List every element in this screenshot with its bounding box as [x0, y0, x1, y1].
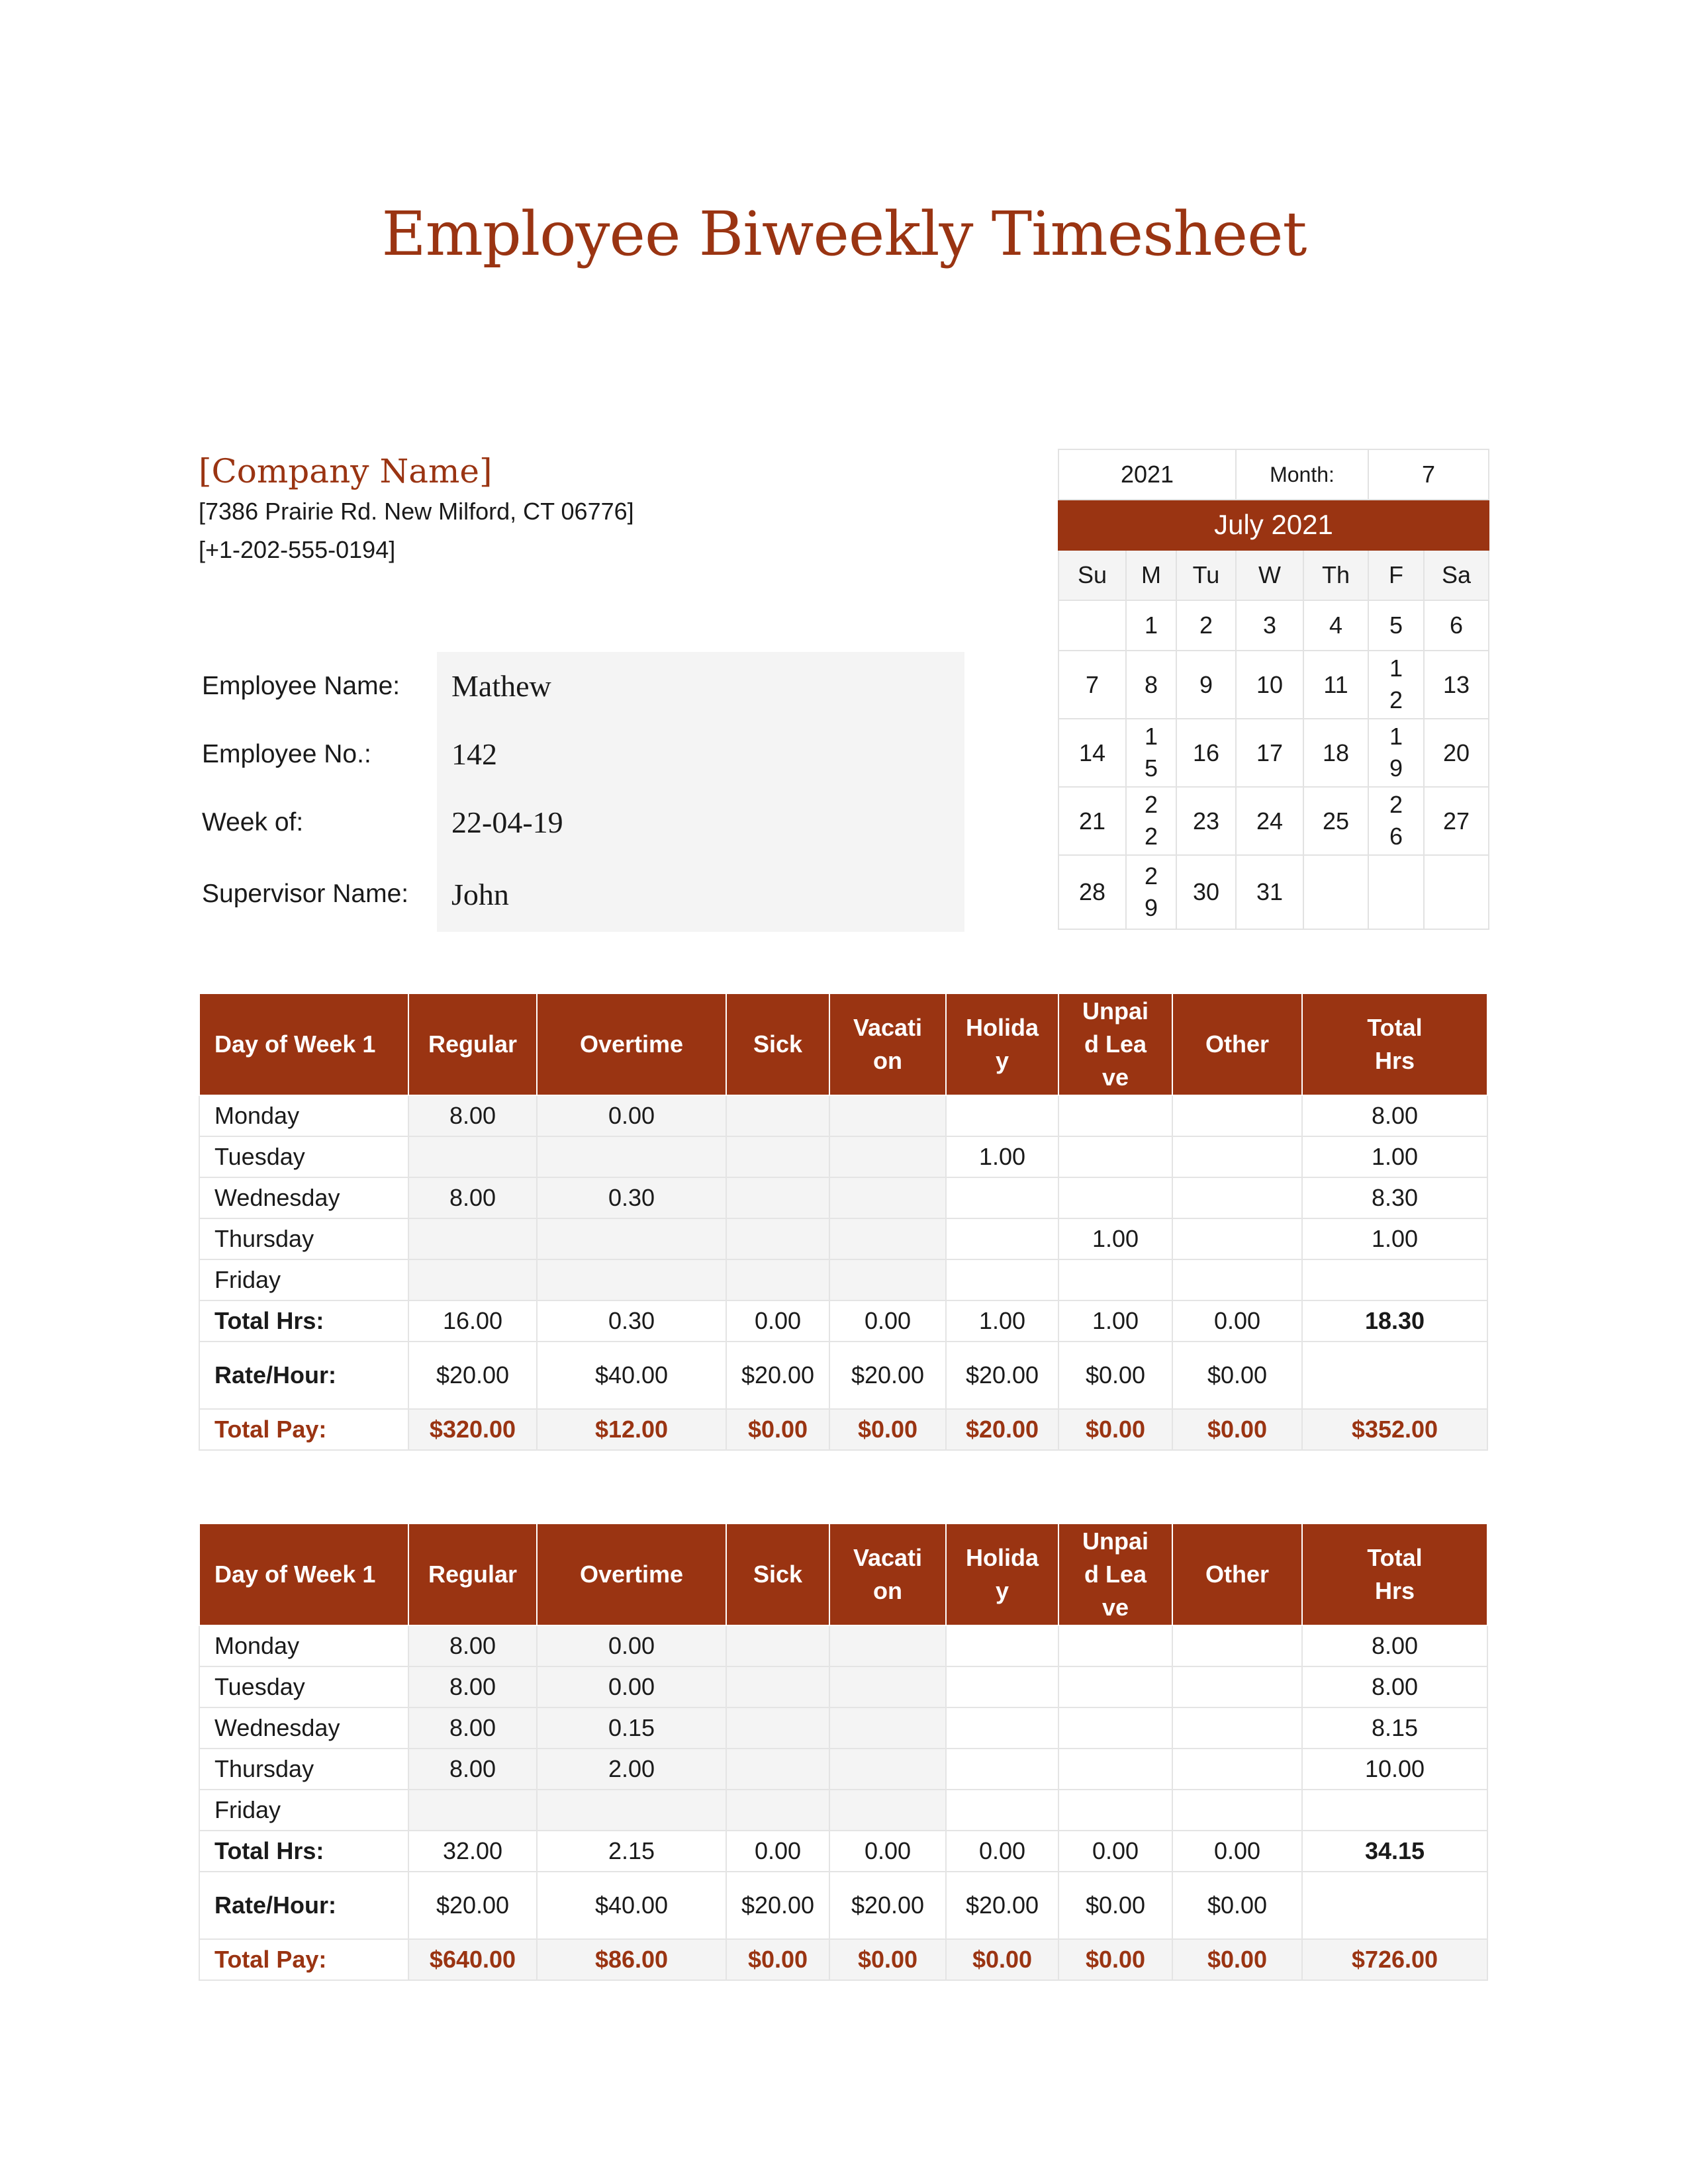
unpaid-leave-cell[interactable] [1058, 1790, 1172, 1831]
regular-cell[interactable]: 8.00 [408, 1707, 537, 1749]
week-of-field[interactable]: 22-04-19 [437, 788, 964, 856]
table-row [199, 1790, 1487, 1831]
sick-cell[interactable] [726, 1707, 829, 1749]
total-unpaid-leave: 1.00 [1058, 1300, 1172, 1342]
rate-overtime[interactable]: $40.00 [537, 1872, 726, 1939]
table-row [199, 1666, 1487, 1707]
calendar-day: 1 [1126, 600, 1176, 651]
calendar-day [1303, 855, 1368, 929]
calendar-day: 15 [1126, 719, 1176, 787]
unpaid-leave-cell[interactable] [1058, 1177, 1172, 1218]
other-cell[interactable] [1172, 1136, 1302, 1177]
regular-cell[interactable] [408, 1259, 537, 1300]
regular-cell[interactable]: 8.00 [408, 1177, 537, 1218]
other-cell[interactable] [1172, 1095, 1302, 1136]
vacation-cell[interactable] [829, 1177, 946, 1218]
total-regular: 16.00 [408, 1300, 537, 1342]
rate-row [199, 1342, 1487, 1409]
total-holiday: 1.00 [946, 1300, 1058, 1342]
calendar-day: 14 [1058, 719, 1126, 787]
total-overtime: 2.15 [537, 1831, 726, 1872]
column-header: Regular [408, 1524, 537, 1625]
sick-cell[interactable] [726, 1790, 829, 1831]
column-header: Sick [726, 1524, 829, 1625]
column-header: Vacation [829, 993, 946, 1095]
day-cell: Monday [199, 1095, 408, 1136]
sick-cell[interactable] [726, 1136, 829, 1177]
rate-vacation[interactable]: $20.00 [829, 1872, 946, 1939]
total-hrs-grand: 34.15 [1302, 1831, 1487, 1872]
calendar-day [1368, 855, 1424, 929]
total-pay-label: Total Pay: [199, 1409, 408, 1450]
holiday-cell[interactable] [946, 1259, 1058, 1300]
holiday-cell[interactable] [946, 1177, 1058, 1218]
total-other: 0.00 [1172, 1831, 1302, 1872]
overtime-cell[interactable] [537, 1218, 726, 1259]
regular-cell[interactable]: 8.00 [408, 1625, 537, 1666]
holiday-cell[interactable] [946, 1790, 1058, 1831]
column-header: Other [1172, 993, 1302, 1095]
regular-cell[interactable]: 8.00 [408, 1666, 537, 1707]
unpaid-leave-cell[interactable] [1058, 1259, 1172, 1300]
regular-cell[interactable] [408, 1218, 537, 1259]
calendar-day: 7 [1058, 651, 1126, 719]
calendar-day: 4 [1303, 600, 1368, 651]
calendar-day: 21 [1058, 787, 1126, 855]
rate-other[interactable]: $0.00 [1172, 1342, 1302, 1409]
total-overtime: 0.30 [537, 1300, 726, 1342]
column-header: Vacation [829, 1524, 946, 1625]
supervisor-name-field[interactable]: John [437, 856, 964, 932]
day-cell: Friday [199, 1790, 408, 1831]
calendar-day: 5 [1368, 600, 1424, 651]
total-pay-row [199, 1939, 1487, 1980]
vacation-cell[interactable] [829, 1259, 946, 1300]
total-pay-label: Total Pay: [199, 1939, 408, 1980]
column-header: Regular [408, 993, 537, 1095]
calendar-day: 23 [1176, 787, 1236, 855]
holiday-cell[interactable]: 1.00 [946, 1136, 1058, 1177]
rate-sick[interactable]: $20.00 [726, 1342, 829, 1409]
pay-overtime: $86.00 [537, 1939, 726, 1980]
total-hrs-row [199, 1831, 1487, 1872]
calendar-day: 12 [1368, 651, 1424, 719]
column-header: Holiday [946, 993, 1058, 1095]
rate-holiday[interactable]: $20.00 [946, 1872, 1058, 1939]
vacation-cell[interactable] [829, 1707, 946, 1749]
pay-unpaid-leave: $0.00 [1058, 1939, 1172, 1980]
pay-overtime: $12.00 [537, 1409, 726, 1450]
vacation-cell[interactable] [829, 1666, 946, 1707]
total-regular: 32.00 [408, 1831, 537, 1872]
rate-sick[interactable]: $20.00 [726, 1872, 829, 1939]
total-hrs-cell [1302, 1259, 1487, 1300]
calendar-day: 19 [1368, 719, 1424, 787]
day-cell: Wednesday [199, 1707, 408, 1749]
sick-cell[interactable] [726, 1749, 829, 1790]
vacation-cell[interactable] [829, 1218, 946, 1259]
total-hrs-cell [1302, 1790, 1487, 1831]
employee-number-label: Employee No.: [202, 739, 371, 768]
table-row [199, 1625, 1487, 1666]
employee-number-field[interactable]: 142 [437, 720, 964, 788]
total-sick: 0.00 [726, 1300, 829, 1342]
sick-cell[interactable] [726, 1095, 829, 1136]
total-hrs-row [199, 1300, 1487, 1342]
calendar-day: 13 [1424, 651, 1489, 719]
regular-cell[interactable] [408, 1790, 537, 1831]
column-header: Overtime [537, 1524, 726, 1625]
other-cell[interactable] [1172, 1625, 1302, 1666]
overtime-cell[interactable]: 2.00 [537, 1749, 726, 1790]
holiday-cell[interactable] [946, 1218, 1058, 1259]
pay-vacation: $0.00 [829, 1409, 946, 1450]
unpaid-leave-cell[interactable] [1058, 1749, 1172, 1790]
sick-cell[interactable] [726, 1218, 829, 1259]
total-holiday: 0.00 [946, 1831, 1058, 1872]
calendar-day: 25 [1303, 787, 1368, 855]
pay-holiday: $0.00 [946, 1939, 1058, 1980]
unpaid-leave-cell[interactable]: 1.00 [1058, 1218, 1172, 1259]
supervisor-name-label: Supervisor Name: [202, 880, 409, 908]
column-header: Total Hrs [1302, 1524, 1487, 1625]
day-cell: Tuesday [199, 1666, 408, 1707]
day-cell: Friday [199, 1259, 408, 1300]
vacation-cell[interactable] [829, 1749, 946, 1790]
unpaid-leave-cell[interactable] [1058, 1095, 1172, 1136]
total-hrs-cell: 10.00 [1302, 1749, 1487, 1790]
holiday-cell[interactable] [946, 1666, 1058, 1707]
pay-other: $0.00 [1172, 1939, 1302, 1980]
pay-holiday: $20.00 [946, 1409, 1058, 1450]
column-header: Sick [726, 993, 829, 1095]
calendar-day: 20 [1424, 719, 1489, 787]
calendar-year[interactable]: 2021 [1058, 449, 1236, 500]
calendar-month-label: Month: [1236, 449, 1368, 500]
overtime-cell[interactable]: 0.30 [537, 1177, 726, 1218]
pay-regular: $640.00 [408, 1939, 537, 1980]
calendar-day: 27 [1424, 787, 1489, 855]
calendar-day: 31 [1236, 855, 1303, 929]
calendar-day [1424, 855, 1489, 929]
calendar-day: 6 [1424, 600, 1489, 651]
column-header: Day of Week 1 [199, 1524, 408, 1625]
calendar-day: 18 [1303, 719, 1368, 787]
weekday-label: Th [1303, 550, 1368, 600]
column-header: Unpaid Leave [1058, 1524, 1172, 1625]
weekday-label: Tu [1176, 550, 1236, 600]
pay-unpaid-leave: $0.00 [1058, 1409, 1172, 1450]
other-cell[interactable] [1172, 1259, 1302, 1300]
total-hrs-cell: 8.30 [1302, 1177, 1487, 1218]
rate-unpaid-leave[interactable]: $0.00 [1058, 1342, 1172, 1409]
overtime-cell[interactable]: 0.00 [537, 1095, 726, 1136]
total-hrs-cell: 8.00 [1302, 1666, 1487, 1707]
calendar-day: 26 [1368, 787, 1424, 855]
rate-label: Rate/Hour: [199, 1872, 408, 1939]
day-cell: Tuesday [199, 1136, 408, 1177]
rate-vacation[interactable]: $20.00 [829, 1342, 946, 1409]
table-row [199, 1707, 1487, 1749]
pay-regular: $320.00 [408, 1409, 537, 1450]
employee-info-table [199, 652, 964, 932]
vacation-cell[interactable] [829, 1790, 946, 1831]
timesheet-week-2 [199, 1523, 1488, 1981]
pay-sick: $0.00 [726, 1939, 829, 1980]
rate-label: Rate/Hour: [199, 1342, 408, 1409]
total-hrs-cell: 8.15 [1302, 1707, 1487, 1749]
weekday-label: Su [1058, 550, 1126, 600]
table-row [199, 1749, 1487, 1790]
pay-other: $0.00 [1172, 1409, 1302, 1450]
column-header: Holiday [946, 1524, 1058, 1625]
weekday-label: M [1126, 550, 1176, 600]
calendar-day: 11 [1303, 651, 1368, 719]
timesheet-week-1 [199, 993, 1488, 1451]
total-pay-row [199, 1409, 1487, 1450]
other-cell[interactable] [1172, 1666, 1302, 1707]
rate-total [1302, 1872, 1487, 1939]
calendar-day: 2 [1176, 600, 1236, 651]
other-cell[interactable] [1172, 1707, 1302, 1749]
overtime-cell[interactable] [537, 1259, 726, 1300]
column-header: Unpaid Leave [1058, 993, 1172, 1095]
table-row [199, 1095, 1487, 1136]
table-row [199, 1177, 1487, 1218]
pay-total: $726.00 [1302, 1939, 1487, 1980]
regular-cell[interactable] [408, 1136, 537, 1177]
rate-regular[interactable]: $20.00 [408, 1342, 537, 1409]
company-address: [7386 Prairie Rd. New Milford, CT 06776] [199, 498, 634, 525]
total-hrs-label: Total Hrs: [199, 1831, 408, 1872]
rate-row [199, 1872, 1487, 1939]
sick-cell[interactable] [726, 1259, 829, 1300]
calendar-day: 24 [1236, 787, 1303, 855]
regular-cell[interactable]: 8.00 [408, 1095, 537, 1136]
calendar-day: 30 [1176, 855, 1236, 929]
rate-holiday[interactable]: $20.00 [946, 1342, 1058, 1409]
company-name: [Company Name] [199, 452, 492, 490]
holiday-cell[interactable] [946, 1625, 1058, 1666]
pay-sick: $0.00 [726, 1409, 829, 1450]
total-unpaid-leave: 0.00 [1058, 1831, 1172, 1872]
column-header: Other [1172, 1524, 1302, 1625]
rate-other[interactable]: $0.00 [1172, 1872, 1302, 1939]
total-hrs-cell: 1.00 [1302, 1136, 1487, 1177]
total-vacation: 0.00 [829, 1831, 946, 1872]
sick-cell[interactable] [726, 1625, 829, 1666]
regular-cell[interactable]: 8.00 [408, 1749, 537, 1790]
weekday-label: F [1368, 550, 1424, 600]
total-hrs-cell: 1.00 [1302, 1218, 1487, 1259]
unpaid-leave-cell[interactable] [1058, 1666, 1172, 1707]
page-title: Employee Biweekly Timesheet [381, 199, 1307, 269]
calendar-month[interactable]: 7 [1368, 449, 1489, 500]
rate-overtime[interactable]: $40.00 [537, 1342, 726, 1409]
company-phone: [+1-202-555-0194] [199, 536, 396, 563]
vacation-cell[interactable] [829, 1136, 946, 1177]
column-header: Day of Week 1 [199, 993, 408, 1095]
company-info [199, 450, 634, 569]
other-cell[interactable] [1172, 1749, 1302, 1790]
weekday-label: W [1236, 550, 1303, 600]
holiday-cell[interactable] [946, 1707, 1058, 1749]
overtime-cell[interactable]: 0.00 [537, 1666, 726, 1707]
calendar-day: 9 [1176, 651, 1236, 719]
sick-cell[interactable] [726, 1666, 829, 1707]
overtime-cell[interactable]: 0.00 [537, 1625, 726, 1666]
unpaid-leave-cell[interactable] [1058, 1707, 1172, 1749]
other-cell[interactable] [1172, 1177, 1302, 1218]
total-sick: 0.00 [726, 1831, 829, 1872]
column-header: Total Hrs [1302, 993, 1487, 1095]
other-cell[interactable] [1172, 1218, 1302, 1259]
pay-vacation: $0.00 [829, 1939, 946, 1980]
unpaid-leave-cell[interactable] [1058, 1136, 1172, 1177]
calendar-day: 8 [1126, 651, 1176, 719]
other-cell[interactable] [1172, 1790, 1302, 1831]
calendar-day: 10 [1236, 651, 1303, 719]
calendar-title: July 2021 [1058, 500, 1489, 550]
table-row [199, 1259, 1487, 1300]
total-other: 0.00 [1172, 1300, 1302, 1342]
calendar-day: 28 [1058, 855, 1126, 929]
total-hrs-cell: 8.00 [1302, 1625, 1487, 1666]
vacation-cell[interactable] [829, 1625, 946, 1666]
week-of-label: Week of: [202, 807, 304, 837]
table-row [199, 1218, 1487, 1259]
calendar-day: 16 [1176, 719, 1236, 787]
day-cell: Thursday [199, 1218, 408, 1259]
total-vacation: 0.00 [829, 1300, 946, 1342]
sick-cell[interactable] [726, 1177, 829, 1218]
holiday-cell[interactable] [946, 1095, 1058, 1136]
rate-total [1302, 1342, 1487, 1409]
pay-total: $352.00 [1302, 1409, 1487, 1450]
calendar-day: 17 [1236, 719, 1303, 787]
column-header: Overtime [537, 993, 726, 1095]
overtime-cell[interactable] [537, 1136, 726, 1177]
calendar-day: 29 [1126, 855, 1176, 929]
calendar-day [1058, 600, 1126, 651]
rate-unpaid-leave[interactable]: $0.00 [1058, 1872, 1172, 1939]
calendar-day: 3 [1236, 600, 1303, 651]
day-cell: Thursday [199, 1749, 408, 1790]
vacation-cell[interactable] [829, 1095, 946, 1136]
employee-name-field[interactable]: Mathew [437, 652, 964, 720]
weekday-label: Sa [1424, 550, 1489, 600]
calendar-day: 22 [1126, 787, 1176, 855]
day-cell: Monday [199, 1625, 408, 1666]
overtime-cell[interactable]: 0.15 [537, 1707, 726, 1749]
calendar [1058, 449, 1489, 930]
day-cell: Wednesday [199, 1177, 408, 1218]
employee-name-label: Employee Name: [202, 671, 400, 700]
unpaid-leave-cell[interactable] [1058, 1625, 1172, 1666]
table-row [199, 1136, 1487, 1177]
total-hrs-grand: 18.30 [1302, 1300, 1487, 1342]
rate-regular[interactable]: $20.00 [408, 1872, 537, 1939]
holiday-cell[interactable] [946, 1749, 1058, 1790]
total-hrs-cell: 8.00 [1302, 1095, 1487, 1136]
total-hrs-label: Total Hrs: [199, 1300, 408, 1342]
overtime-cell[interactable] [537, 1790, 726, 1831]
